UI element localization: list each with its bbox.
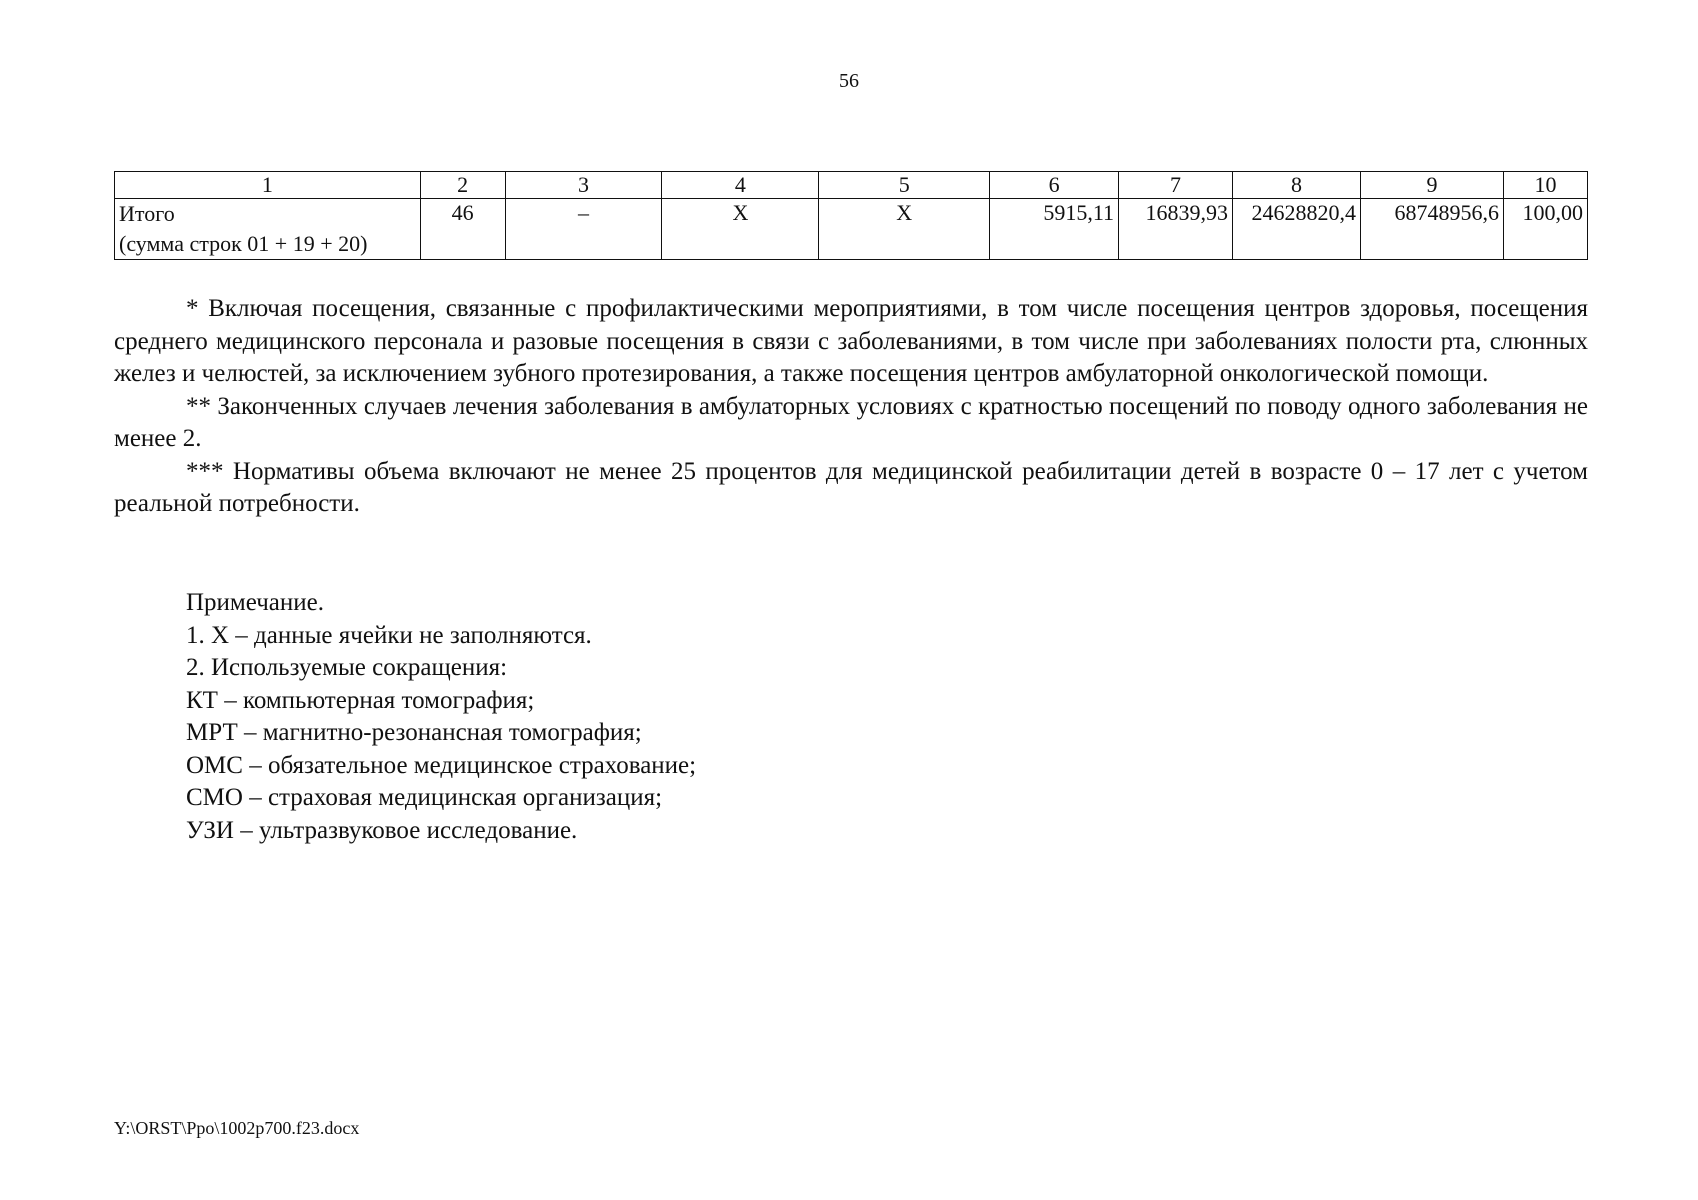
total-label: Итого xyxy=(119,201,175,226)
abbreviation-uzi: УЗИ – ультразвуковое исследование. xyxy=(186,816,578,844)
cell-col-7: 16839,93 xyxy=(1119,199,1233,260)
footnote-1: * Включая посещения, связанные с профилактическими мероприятиями, в том числе посещения центров здоровья, посещения среднего медицинского персонала и разовые посещения в связи с заболеваниями, в том числе при заболеваниях полости рта, слюнных желез и челюстей, за исключением зубного протезирования, а также посещения центров амбулаторной онкологической помощи. xyxy=(114,295,1588,387)
page-number: 56 xyxy=(839,70,859,92)
column-number-10: 10 xyxy=(1503,172,1587,199)
total-label-formula: (сумма строк 01 + 19 + 20) xyxy=(119,231,368,256)
cell-col-2: 46 xyxy=(420,199,505,260)
notes-title: Примечание. xyxy=(186,589,325,616)
column-number-9: 9 xyxy=(1360,172,1503,199)
file-path-footer: Y:\ORST\Ppo\1002p700.f23.docx xyxy=(114,1118,360,1138)
column-number-5: 5 xyxy=(819,172,990,199)
total-label-cell xyxy=(115,199,421,260)
column-number-1: 1 xyxy=(115,172,421,199)
abbreviation-smo: СМО – страховая медицинская организация; xyxy=(186,784,663,811)
table-row-total xyxy=(115,199,1588,260)
cell-col-5: Х xyxy=(819,199,990,260)
cell-col-4: Х xyxy=(662,199,819,260)
footnote-2: ** Законченных случаев лечения заболевания в амбулаторных условиях с кратностью посещений по поводу одного заболевания не менее 2. xyxy=(114,392,1588,452)
column-number-4: 4 xyxy=(662,172,819,199)
cell-col-10: 100,00 xyxy=(1503,199,1587,260)
note-item-1: 1. Х – данные ячейки не заполняются. xyxy=(186,621,592,649)
column-number-7: 7 xyxy=(1119,172,1233,199)
abbreviation-mri: МРТ – магнитно-резонансная томография; xyxy=(186,719,642,746)
abbreviation-ct: КТ – компьютерная томография; xyxy=(186,686,535,714)
cell-col-3: – xyxy=(505,199,662,260)
column-number-6: 6 xyxy=(990,172,1119,199)
table-header-row xyxy=(115,172,1588,199)
column-number-8: 8 xyxy=(1233,172,1361,199)
column-number-2: 2 xyxy=(420,172,505,199)
abbreviation-oms: ОМС – обязательное медицинское страхование; xyxy=(186,751,697,779)
cell-col-9: 68748956,6 xyxy=(1360,199,1503,260)
column-number-3: 3 xyxy=(505,172,662,199)
summary-table xyxy=(114,171,1588,260)
footnotes xyxy=(114,293,1588,521)
footnote-3: *** Нормативы объема включают не менее 25 процентов для медицинской реабилитации детей в возрасте 0 – 17 лет с учетом реальной потребности. xyxy=(114,457,1588,517)
notes-section xyxy=(186,587,1486,847)
note-item-2: 2. Используемые сокращения: xyxy=(186,654,508,681)
cell-col-8: 24628820,4 xyxy=(1233,199,1361,260)
cell-col-6: 5915,11 xyxy=(990,199,1119,260)
